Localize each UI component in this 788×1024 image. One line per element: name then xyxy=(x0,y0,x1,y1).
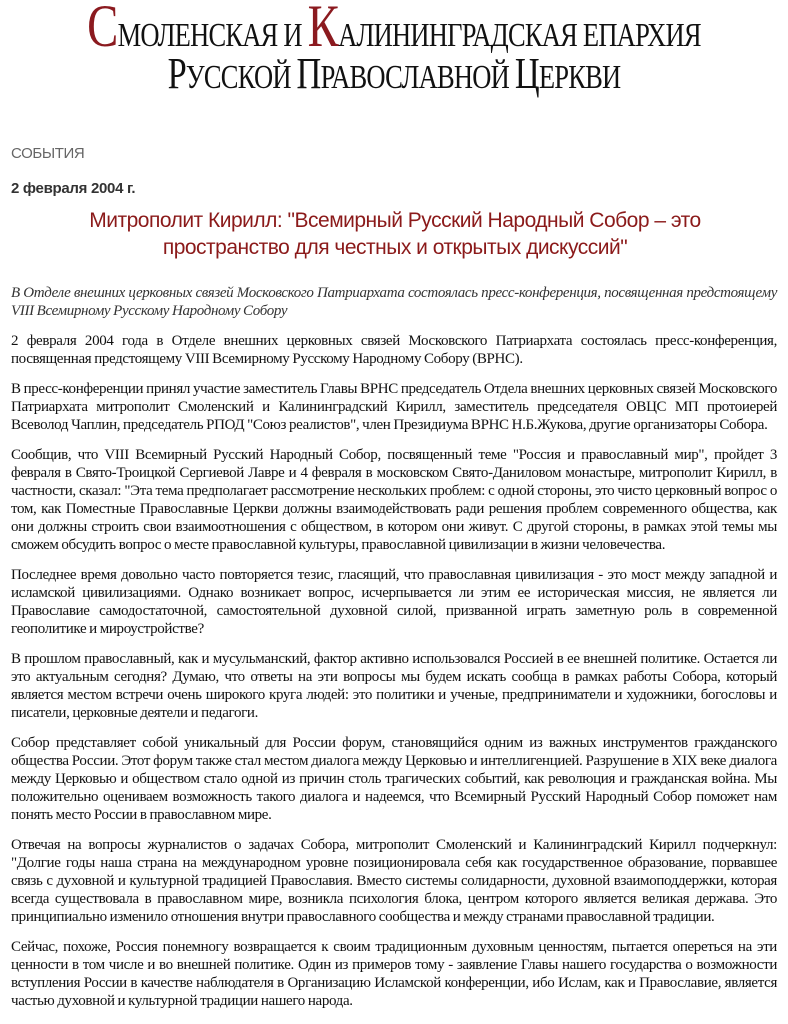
logo-text: ЕРКВИ xyxy=(538,59,621,96)
logo-text: МОЛЕНСКАЯ И xyxy=(117,17,308,54)
article-title: Митрополит Кирилл: "Всемирный Русский Народный Собор – это пространство для честных и открытых дискуссий" xyxy=(89,209,701,259)
article-paragraph: Сейчас, похоже, Россия понемногу возвращается к своим традиционным духовным ценностям, пытается опереться на эти ценности в том числе и во внешней политике. Один из примеров тому - заявление Главы нашего государства о возможности вступления России в качестве наблюдателя в Организацию Исламской конференции, ибо Ислам, как и Православие, является частью духовной и культурной традиции нашего народа. xyxy=(11,939,777,1009)
logo-text: П xyxy=(296,49,321,98)
article-paragraph: Собор представляет собой уникальный для России форум, становящийся одним из важных инструментов гражданского общества России. Этот форум также стал местом диалога между Церковью и интеллигенцией. Разрушение в XIX веке диалога между Церковью и обществом стало одной из причин столь трагических событий, как революция и гражданская война. Мы положительно оцениваем возможность такого диалога и надеемся, что Всемирный Русский Народный Собор поможет нам понять место России в православном мире. xyxy=(11,735,777,823)
article-lead: В Отделе внешних церковных связей Московского Патриархата состоялась пресс-конференция, посвященная предстоящему VIII Всемирному Русскому Народному Собору xyxy=(11,285,777,319)
section-label[interactable]: СОБЫТИЯ xyxy=(11,145,85,162)
article-paragraph: 2 февраля 2004 года в Отделе внешних церковных связей Московского Патриархата состоялась пресс-конференция, посвященная предстоящему VIII Всемирному Русскому Народному Собору (ВРНС). xyxy=(11,333,777,367)
logo-text: РАВОСЛАВНОЙ xyxy=(320,59,515,96)
article-paragraph: Сообщив, что VIII Всемирный Русский Народный Собор, посвященный теме "Россия и православный мир", пройдет 3 февраля в Свято-Троицкой Сергиевой Лавре и 4 февраля в московском Свято-Даниловом монастыре, митрополит Кирилл, в частности, сказал: "Эта тема предполагает рассмотрение нескольких проблем: с одной стороны, это чисто церковный вопрос о том, как Поместные Православные Церкви должны взаимодействовать ради решения проблем современного общества, как они должны строить свои взаимоотношения с обществом, в котором они живут. С другой стороны, в рамках этой темы мы сможем обсудить вопрос о месте православной культуры, православной цивилизации в жизни человечества. xyxy=(11,447,777,553)
article-date: 2 февраля 2004 г. xyxy=(11,180,136,197)
logo-initial: С xyxy=(87,0,118,59)
diocese-logo[interactable] xyxy=(0,0,788,98)
logo-text: Ц xyxy=(514,49,539,98)
article-paragraph: В пресс-конференции принял участие заместитель Главы ВРНС председатель Отдела внешних церковных связей Московского Патриархата митрополит Смоленский и Калининградский Кирилл, заместитель председателя ОВЦС МП протоиерей Всеволод Чаплин, председатель РПОД "Союз реалистов", член Президиума ВРНС Н.Б.Жукова, другие организаторы Собора. xyxy=(11,381,777,433)
logo-text: АЛИНИНГРАДСКАЯ ЕПАРХИЯ xyxy=(338,17,701,54)
article-paragraph: Отвечая на вопросы журналистов о задачах Собора, митрополит Смоленский и Калининградский Кирилл подчеркнул: "Долгие годы наша страна на международном уровне позиционировала себя как государственное образование, порвавшее связь с духовной и культурной традицией Православия. Вместо системы солидарности, духовной взаимоподдержки, которая всегда существовала в православном мире, возникла психология блока, центром которого является великая держава. Это принципиально изменило отношения внутри православного сообщества и между странами православной традиции. xyxy=(11,837,777,925)
logo-line-2 xyxy=(87,49,702,98)
article-paragraph: Последнее время довольно часто повторяется тезис, гласящий, что православная цивилизация - это мост между западной и исламской цивилизациями. Однако возникает вопрос, исчерпывается ли этим ее историческая миссия, не является ли Православие самодостаточной, самостоятельной духовной силой, призванной играть заметную роль в современной геополитике и мироустройстве? xyxy=(11,567,777,637)
article-paragraph: В прошлом православный, как и мусульманский, фактор активно использовался Россией в ее внешней политике. Остается ли это актуальным сегодня? Думаю, что ответы на эти вопросы мы будем искать сообща в рамках работы Собора, который является местом встречи очень широкого круга людей: это политики и ученые, предприниматели и художники, богословы и писатели, церковные деятели и педагоги. xyxy=(11,651,777,721)
logo-text: Р xyxy=(167,49,186,98)
logo-initial: К xyxy=(307,0,339,59)
logo-text: УССКОЙ xyxy=(185,59,297,96)
article-body xyxy=(11,284,777,1022)
